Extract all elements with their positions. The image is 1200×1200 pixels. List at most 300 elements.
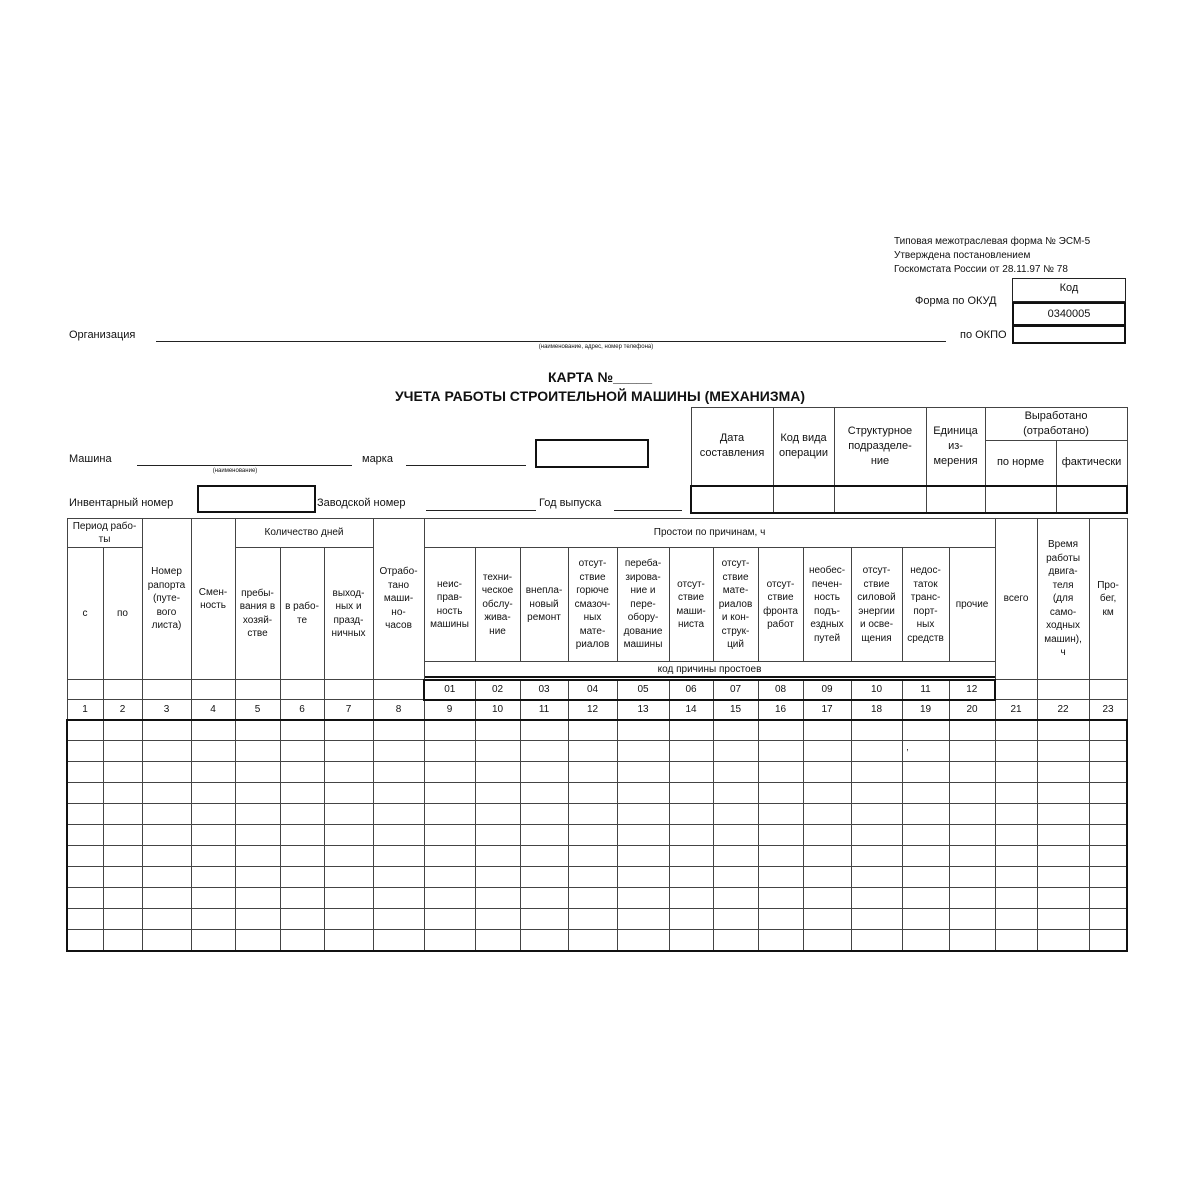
table-cell[interactable] xyxy=(851,909,902,930)
table-cell[interactable] xyxy=(103,825,142,846)
table-cell[interactable] xyxy=(851,888,902,909)
table-cell[interactable] xyxy=(758,867,803,888)
table-cell[interactable] xyxy=(758,909,803,930)
table-cell[interactable] xyxy=(520,930,568,951)
table-cell[interactable] xyxy=(191,804,235,825)
table-cell[interactable] xyxy=(803,867,851,888)
table-cell[interactable] xyxy=(475,720,520,741)
table-cell[interactable] xyxy=(324,888,373,909)
table-cell[interactable] xyxy=(280,867,324,888)
table-cell[interactable] xyxy=(851,720,902,741)
table-cell[interactable] xyxy=(1089,888,1127,909)
table-cell[interactable] xyxy=(995,720,1037,741)
table-cell[interactable] xyxy=(280,783,324,804)
table-row xyxy=(67,720,1127,741)
table-cell[interactable] xyxy=(103,930,142,951)
table-cell[interactable] xyxy=(669,930,713,951)
table-cell[interactable] xyxy=(324,846,373,867)
table-cell[interactable] xyxy=(669,888,713,909)
table-cell[interactable] xyxy=(1089,846,1127,867)
table-cell[interactable] xyxy=(324,909,373,930)
table-cell[interactable] xyxy=(851,804,902,825)
table-cell[interactable] xyxy=(235,825,280,846)
table-cell[interactable] xyxy=(568,720,617,741)
table-cell[interactable] xyxy=(103,888,142,909)
table-cell[interactable] xyxy=(758,720,803,741)
table-cell[interactable] xyxy=(758,804,803,825)
table-cell[interactable] xyxy=(617,762,669,783)
table-cell[interactable] xyxy=(373,762,424,783)
table-cell[interactable] xyxy=(373,909,424,930)
table-cell[interactable] xyxy=(713,741,758,762)
column-number: 22 xyxy=(1037,700,1089,720)
table-cell[interactable] xyxy=(758,762,803,783)
table-cell[interactable] xyxy=(713,720,758,741)
table-cell[interactable] xyxy=(949,720,995,741)
table-cell[interactable] xyxy=(902,846,949,867)
table-cell[interactable] xyxy=(669,720,713,741)
table-cell[interactable] xyxy=(568,930,617,951)
column-number: 19 xyxy=(902,700,949,720)
table-cell[interactable] xyxy=(669,762,713,783)
table-cell[interactable] xyxy=(1037,720,1089,741)
table-cell[interactable] xyxy=(191,783,235,804)
table-cell[interactable] xyxy=(758,783,803,804)
table-cell[interactable] xyxy=(373,720,424,741)
table-cell[interactable] xyxy=(803,825,851,846)
table-cell[interactable] xyxy=(475,783,520,804)
table-cell[interactable] xyxy=(803,783,851,804)
table-cell[interactable] xyxy=(520,783,568,804)
table-cell[interactable] xyxy=(324,804,373,825)
factory-number-field[interactable] xyxy=(426,510,536,511)
table-cell[interactable] xyxy=(758,741,803,762)
table-cell[interactable] xyxy=(995,783,1037,804)
table-cell[interactable] xyxy=(803,804,851,825)
table-cell[interactable] xyxy=(1089,804,1127,825)
reason-code-01: 01 xyxy=(424,680,475,700)
table-cell[interactable] xyxy=(803,846,851,867)
table-cell[interactable] xyxy=(520,762,568,783)
table-cell[interactable] xyxy=(1037,867,1089,888)
code-row-spacer xyxy=(67,680,103,700)
table-cell[interactable] xyxy=(520,720,568,741)
table-cell[interactable] xyxy=(280,825,324,846)
table-cell[interactable] xyxy=(713,867,758,888)
table-cell[interactable] xyxy=(617,909,669,930)
table-cell[interactable] xyxy=(669,909,713,930)
table-cell[interactable] xyxy=(949,888,995,909)
table-cell[interactable] xyxy=(568,825,617,846)
table-cell[interactable] xyxy=(568,804,617,825)
table-cell[interactable] xyxy=(424,825,475,846)
table-cell[interactable] xyxy=(103,804,142,825)
table-cell[interactable] xyxy=(949,825,995,846)
table-cell[interactable] xyxy=(995,867,1037,888)
table-cell[interactable] xyxy=(191,741,235,762)
table-cell[interactable] xyxy=(949,741,995,762)
table-cell[interactable] xyxy=(568,762,617,783)
code-row-spacer xyxy=(235,680,280,700)
table-cell[interactable] xyxy=(324,783,373,804)
table-cell[interactable] xyxy=(949,804,995,825)
reason-2: техни- ческое обслу- жива- ние xyxy=(475,548,520,662)
code-row-spacer xyxy=(995,680,1037,700)
table-cell[interactable] xyxy=(803,762,851,783)
table-cell[interactable] xyxy=(851,762,902,783)
table-cell[interactable] xyxy=(669,741,713,762)
table-cell[interactable] xyxy=(67,867,103,888)
table-cell[interactable] xyxy=(424,888,475,909)
input-by-norm[interactable] xyxy=(985,486,1056,513)
reason-9: необес- печен- ность подъ- ездных путей xyxy=(803,548,851,662)
table-cell[interactable] xyxy=(235,804,280,825)
table-cell[interactable] xyxy=(617,783,669,804)
table-cell[interactable] xyxy=(103,909,142,930)
table-cell[interactable] xyxy=(520,846,568,867)
table-cell[interactable] xyxy=(758,888,803,909)
table-cell[interactable] xyxy=(713,888,758,909)
table-cell[interactable] xyxy=(758,930,803,951)
input-division[interactable] xyxy=(834,486,926,513)
table-cell[interactable] xyxy=(949,930,995,951)
table-cell[interactable] xyxy=(67,888,103,909)
okpo-code-cell[interactable] xyxy=(1012,325,1126,344)
table-cell[interactable] xyxy=(851,741,902,762)
table-cell[interactable] xyxy=(142,846,191,867)
brand-label: марка xyxy=(362,453,393,465)
table-cell[interactable] xyxy=(280,720,324,741)
reason-7: отсут- ствие мате- риалов и кон- струк- ций xyxy=(713,548,758,662)
table-cell[interactable] xyxy=(1037,909,1089,930)
table-cell[interactable] xyxy=(1089,825,1127,846)
table-cell[interactable] xyxy=(995,846,1037,867)
table-cell[interactable] xyxy=(713,762,758,783)
table-cell[interactable] xyxy=(424,783,475,804)
table-cell[interactable] xyxy=(1037,762,1089,783)
table-cell[interactable] xyxy=(235,720,280,741)
input-unit[interactable] xyxy=(926,486,985,513)
table-cell[interactable] xyxy=(67,825,103,846)
table-cell[interactable] xyxy=(142,720,191,741)
table-cell[interactable] xyxy=(475,930,520,951)
table-cell[interactable] xyxy=(142,867,191,888)
table-cell[interactable] xyxy=(235,930,280,951)
table-cell[interactable] xyxy=(617,741,669,762)
table-cell[interactable] xyxy=(995,825,1037,846)
header-actual: фактически xyxy=(1056,441,1127,486)
table-cell[interactable] xyxy=(949,846,995,867)
table-cell[interactable] xyxy=(67,762,103,783)
inventory-number-box[interactable] xyxy=(197,485,316,513)
table-cell[interactable] xyxy=(424,804,475,825)
table-cell[interactable] xyxy=(520,909,568,930)
table-cell[interactable] xyxy=(67,930,103,951)
table-cell[interactable] xyxy=(995,762,1037,783)
table-cell[interactable] xyxy=(142,888,191,909)
table-cell[interactable] xyxy=(475,762,520,783)
table-cell[interactable] xyxy=(103,846,142,867)
table-cell[interactable] xyxy=(373,741,424,762)
table-cell[interactable] xyxy=(142,762,191,783)
table-cell[interactable] xyxy=(902,825,949,846)
table-cell[interactable] xyxy=(67,783,103,804)
table-cell[interactable] xyxy=(568,867,617,888)
table-cell[interactable] xyxy=(617,888,669,909)
table-cell[interactable] xyxy=(803,720,851,741)
okud-code-cell[interactable] xyxy=(1012,302,1126,326)
reason-code-04: 04 xyxy=(568,680,617,700)
table-cell[interactable] xyxy=(235,867,280,888)
table-cell[interactable] xyxy=(373,783,424,804)
table-cell[interactable] xyxy=(568,909,617,930)
table-cell[interactable] xyxy=(373,804,424,825)
table-cell[interactable] xyxy=(568,741,617,762)
table-cell[interactable] xyxy=(280,762,324,783)
table-cell[interactable] xyxy=(235,888,280,909)
table-cell[interactable] xyxy=(280,804,324,825)
reason-code-label: код причины простоев xyxy=(425,662,995,678)
input-operation-code[interactable] xyxy=(773,486,834,513)
table-cell[interactable] xyxy=(713,846,758,867)
table-cell[interactable] xyxy=(902,720,949,741)
brand-field[interactable] xyxy=(406,465,526,466)
table-cell[interactable] xyxy=(902,930,949,951)
table-cell[interactable] xyxy=(803,888,851,909)
table-cell[interactable] xyxy=(475,741,520,762)
table-cell[interactable] xyxy=(617,825,669,846)
table-cell[interactable] xyxy=(520,804,568,825)
year-field[interactable] xyxy=(614,510,682,511)
table-cell[interactable] xyxy=(475,867,520,888)
table-cell[interactable] xyxy=(1089,720,1127,741)
table-cell[interactable] xyxy=(142,909,191,930)
table-cell[interactable] xyxy=(424,762,475,783)
table-cell[interactable] xyxy=(758,846,803,867)
table-cell[interactable] xyxy=(424,867,475,888)
table-cell[interactable] xyxy=(103,867,142,888)
table-cell[interactable] xyxy=(191,909,235,930)
table-cell[interactable] xyxy=(235,741,280,762)
table-cell[interactable] xyxy=(103,762,142,783)
reason-code-03: 03 xyxy=(520,680,568,700)
table-cell[interactable] xyxy=(1089,741,1127,762)
table-cell[interactable] xyxy=(617,804,669,825)
table-cell[interactable] xyxy=(902,888,949,909)
table-cell[interactable] xyxy=(373,846,424,867)
table-cell[interactable] xyxy=(103,720,142,741)
table-cell[interactable] xyxy=(1089,762,1127,783)
column-number: 20 xyxy=(949,700,995,720)
table-cell[interactable] xyxy=(902,867,949,888)
table-cell[interactable] xyxy=(1037,888,1089,909)
table-cell[interactable] xyxy=(617,867,669,888)
table-cell[interactable] xyxy=(851,846,902,867)
table-cell[interactable] xyxy=(324,930,373,951)
table-cell[interactable] xyxy=(67,804,103,825)
table-cell[interactable] xyxy=(324,720,373,741)
table-cell[interactable] xyxy=(142,930,191,951)
table-cell[interactable] xyxy=(713,909,758,930)
table-cell[interactable] xyxy=(902,741,949,762)
table-cell[interactable] xyxy=(424,846,475,867)
table-cell[interactable] xyxy=(803,741,851,762)
table-cell[interactable] xyxy=(280,909,324,930)
table-cell[interactable] xyxy=(142,825,191,846)
table-cell[interactable] xyxy=(103,741,142,762)
table-cell[interactable] xyxy=(373,888,424,909)
table-cell[interactable] xyxy=(475,909,520,930)
table-cell[interactable] xyxy=(713,825,758,846)
table-cell[interactable] xyxy=(568,846,617,867)
header-mileage: Про- бег, км xyxy=(1089,519,1127,680)
code-row-spacer xyxy=(191,680,235,700)
table-cell[interactable] xyxy=(1089,867,1127,888)
table-cell[interactable] xyxy=(67,909,103,930)
table-cell[interactable] xyxy=(713,804,758,825)
table-cell[interactable] xyxy=(191,825,235,846)
table-cell[interactable] xyxy=(1037,930,1089,951)
table-cell[interactable] xyxy=(995,804,1037,825)
table-cell[interactable] xyxy=(669,825,713,846)
table-cell[interactable] xyxy=(902,762,949,783)
table-cell[interactable] xyxy=(1037,741,1089,762)
reason-code-02: 02 xyxy=(475,680,520,700)
table-cell[interactable] xyxy=(713,783,758,804)
table-cell[interactable] xyxy=(851,867,902,888)
column-number: 1 xyxy=(67,700,103,720)
table-cell[interactable] xyxy=(373,867,424,888)
table-cell[interactable] xyxy=(191,846,235,867)
organization-hint: (наименование, адрес, номер телефона) xyxy=(538,344,654,350)
table-cell[interactable] xyxy=(103,783,142,804)
table-cell[interactable] xyxy=(142,741,191,762)
table-cell[interactable] xyxy=(949,762,995,783)
table-cell[interactable] xyxy=(803,909,851,930)
table-cell[interactable] xyxy=(475,846,520,867)
table-cell[interactable] xyxy=(235,783,280,804)
table-cell[interactable] xyxy=(568,888,617,909)
table-cell[interactable] xyxy=(324,762,373,783)
table-cell[interactable] xyxy=(424,720,475,741)
table-cell[interactable] xyxy=(191,930,235,951)
table-cell[interactable] xyxy=(142,783,191,804)
table-cell[interactable] xyxy=(67,720,103,741)
table-cell[interactable] xyxy=(1037,825,1089,846)
table-cell[interactable] xyxy=(373,825,424,846)
table-cell[interactable] xyxy=(520,888,568,909)
table-cell[interactable] xyxy=(67,846,103,867)
table-cell[interactable] xyxy=(851,930,902,951)
table-cell[interactable] xyxy=(902,909,949,930)
reason-code-12: 12 xyxy=(949,680,995,700)
table-cell[interactable] xyxy=(475,804,520,825)
brand-code-box[interactable] xyxy=(535,439,649,468)
table-cell[interactable] xyxy=(67,741,103,762)
table-cell[interactable] xyxy=(324,825,373,846)
table-cell[interactable] xyxy=(191,867,235,888)
table-cell[interactable] xyxy=(475,888,520,909)
table-cell[interactable] xyxy=(568,783,617,804)
table-cell[interactable] xyxy=(669,867,713,888)
reason-12: прочие xyxy=(949,548,995,662)
input-date[interactable] xyxy=(691,486,773,513)
table-cell[interactable] xyxy=(949,909,995,930)
table-row xyxy=(67,783,1127,804)
table-cell[interactable] xyxy=(995,909,1037,930)
table-cell[interactable] xyxy=(995,741,1037,762)
table-cell[interactable] xyxy=(520,867,568,888)
table-cell[interactable] xyxy=(617,846,669,867)
table-cell[interactable] xyxy=(280,888,324,909)
table-cell[interactable] xyxy=(1089,930,1127,951)
table-cell[interactable] xyxy=(1037,804,1089,825)
table-cell[interactable] xyxy=(235,846,280,867)
machine-name-field[interactable] xyxy=(137,465,352,466)
table-cell[interactable] xyxy=(1037,783,1089,804)
table-cell[interactable] xyxy=(191,720,235,741)
table-cell[interactable] xyxy=(669,804,713,825)
table-cell[interactable] xyxy=(475,825,520,846)
table-cell[interactable] xyxy=(142,804,191,825)
table-cell[interactable] xyxy=(520,825,568,846)
table-cell[interactable] xyxy=(851,783,902,804)
table-cell[interactable] xyxy=(1089,783,1127,804)
table-cell[interactable] xyxy=(235,909,280,930)
table-cell[interactable] xyxy=(235,762,280,783)
code-header-label: Код xyxy=(1059,282,1079,294)
table-cell[interactable] xyxy=(324,741,373,762)
table-cell[interactable] xyxy=(1089,909,1127,930)
card-number-title: КАРТА №_____ xyxy=(547,369,652,385)
table-cell[interactable] xyxy=(617,720,669,741)
table-cell[interactable] xyxy=(949,867,995,888)
table-cell[interactable] xyxy=(758,825,803,846)
column-number: 14 xyxy=(669,700,713,720)
input-actual[interactable] xyxy=(1056,486,1127,513)
table-cell[interactable] xyxy=(617,930,669,951)
table-cell[interactable] xyxy=(995,930,1037,951)
table-cell[interactable] xyxy=(424,741,475,762)
table-cell[interactable] xyxy=(424,930,475,951)
table-cell[interactable] xyxy=(373,930,424,951)
table-cell[interactable] xyxy=(995,888,1037,909)
table-cell[interactable] xyxy=(191,888,235,909)
table-cell[interactable] xyxy=(280,846,324,867)
table-cell[interactable] xyxy=(902,804,949,825)
table-cell[interactable] xyxy=(669,846,713,867)
table-cell[interactable] xyxy=(520,741,568,762)
table-cell[interactable] xyxy=(713,930,758,951)
table-cell[interactable] xyxy=(324,867,373,888)
table-cell[interactable] xyxy=(803,930,851,951)
table-cell[interactable] xyxy=(191,762,235,783)
table-cell[interactable] xyxy=(949,783,995,804)
table-cell[interactable] xyxy=(1037,846,1089,867)
inventory-label: Инвентарный номер xyxy=(69,497,174,509)
header-machine-hours: Отрабо- тано маши- но- часов xyxy=(373,519,424,680)
table-cell[interactable] xyxy=(669,783,713,804)
table-cell[interactable] xyxy=(424,909,475,930)
table-cell[interactable] xyxy=(280,741,324,762)
reason-code-10: 10 xyxy=(851,680,902,700)
table-cell[interactable] xyxy=(851,825,902,846)
organization-field[interactable] xyxy=(156,341,946,342)
header-date: Дата составления xyxy=(691,408,773,486)
table-cell[interactable] xyxy=(902,783,949,804)
code-row-spacer xyxy=(142,680,191,700)
table-cell[interactable] xyxy=(280,930,324,951)
